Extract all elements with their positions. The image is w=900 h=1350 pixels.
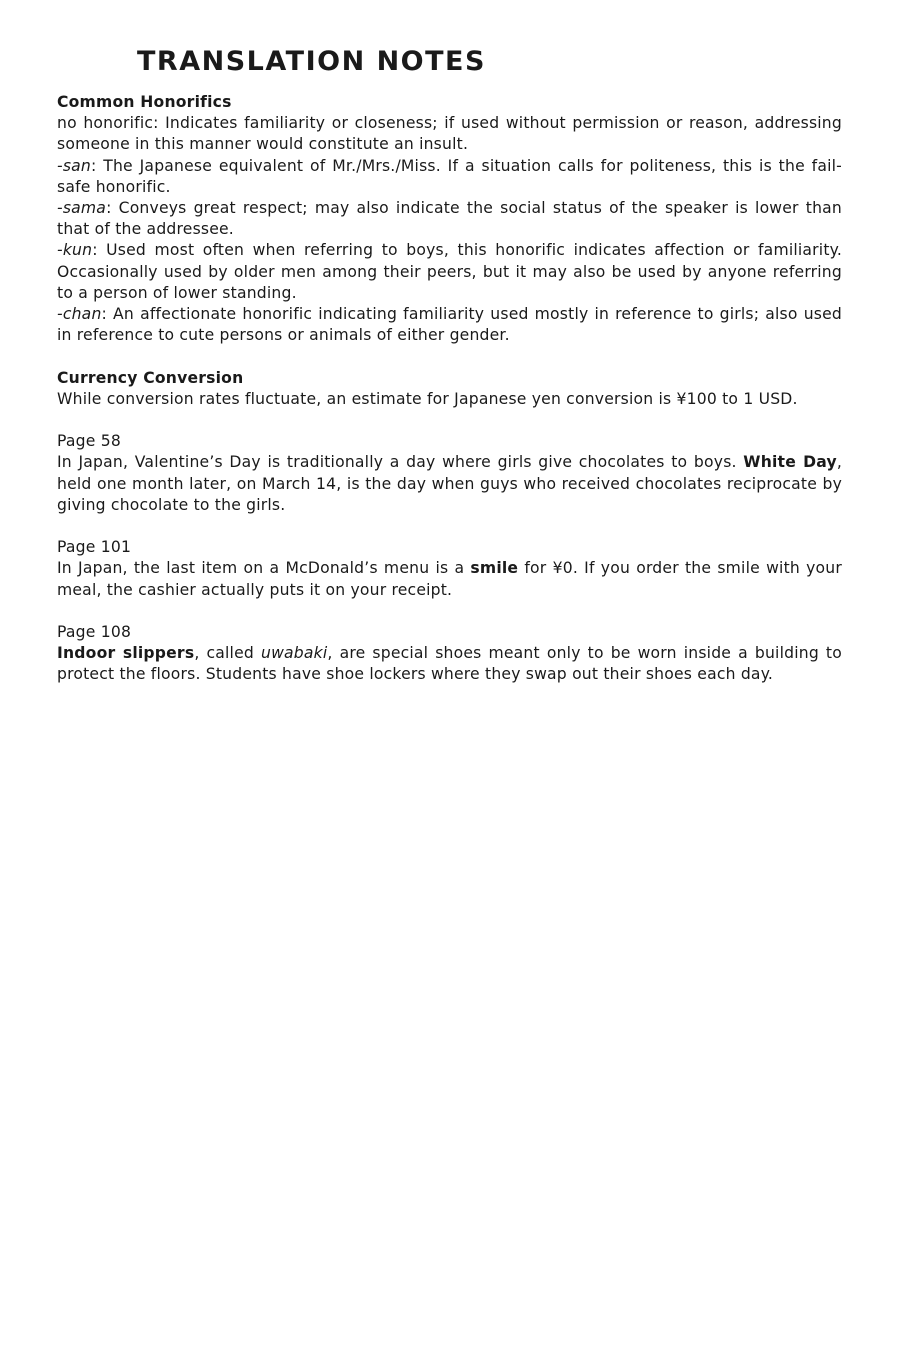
note-page-108 — [57, 622, 842, 686]
currency-text: While conversion rates fluctuate, an estimate for Japanese yen conversion is ¥100 to 1 USD. — [57, 389, 798, 408]
note-japanese-term: uwabaki — [260, 644, 328, 663]
note-term: White Day — [743, 453, 837, 472]
honorific-definition: : An affectionate honorific indicating familiarity used mostly in reference to girls; also used in reference to cute persons or animals of either gender. — [57, 305, 842, 345]
note-page-58 — [57, 431, 842, 516]
note-text: Indoor slippers, called uwabaki, are special shoes meant only to be worn inside a building to protect the floors. Students have shoe lockers where they swap out their shoes each day. — [57, 644, 842, 684]
honorific-entry — [57, 304, 842, 346]
currency-heading: Currency Conversion — [57, 368, 244, 387]
honorific-term: no honorific — [57, 114, 154, 133]
note-term: smile — [470, 559, 519, 578]
honorific-term: -san — [57, 156, 91, 175]
page-label: Page 101 — [57, 538, 132, 557]
note-text: In Japan, Valentine’s Day is traditionally a day where girls give chocolates to boys. White Day, held one month later, on March 14, is the day when guys who received chocolates reciprocate by giving chocolate to the girls. — [57, 453, 842, 514]
honorifics-heading: Common Honorifics — [57, 93, 232, 111]
honorific-definition: : Conveys great respect; may also indicate the social status of the speaker is lower than that of the addressee. — [57, 199, 842, 239]
page-title: TRANSLATION NOTES — [137, 46, 486, 77]
note-text: In Japan, the last item on a McDonald’s menu is a smile for ¥0. If you order the smile with your meal, the cashier actually puts it on your receipt. — [57, 559, 842, 599]
honorific-entry — [57, 113, 842, 155]
honorific-definition: : Indicates familiarity or closeness; if used without permission or reason, addressing someone in this manner would constitute an insult. — [57, 114, 842, 154]
honorific-entry — [57, 240, 842, 304]
honorific-term: -kun — [57, 241, 93, 260]
honorific-term: -sama — [57, 199, 107, 218]
honorific-term: -chan — [57, 305, 102, 324]
notes-body — [57, 92, 842, 707]
page-label: Page 108 — [57, 623, 132, 642]
honorific-entry — [57, 156, 842, 198]
note-page-101 — [57, 537, 842, 601]
honorific-entry — [57, 198, 842, 240]
note-term: Indoor slippers — [57, 644, 195, 663]
page-label: Page 58 — [57, 432, 121, 451]
honorific-definition: : Used most often when referring to boys, this honorific indicates affection or familiarity. Occasionally used by older men among their peers, but it may also be used by anyone referring to a person of lower standing. — [57, 241, 842, 302]
currency-section — [57, 368, 842, 410]
honorifics-section — [57, 92, 842, 346]
honorific-definition: : The Japanese equivalent of Mr./Mrs./Miss. If a situation calls for politeness, this is the fail-safe honorific. — [57, 156, 842, 196]
